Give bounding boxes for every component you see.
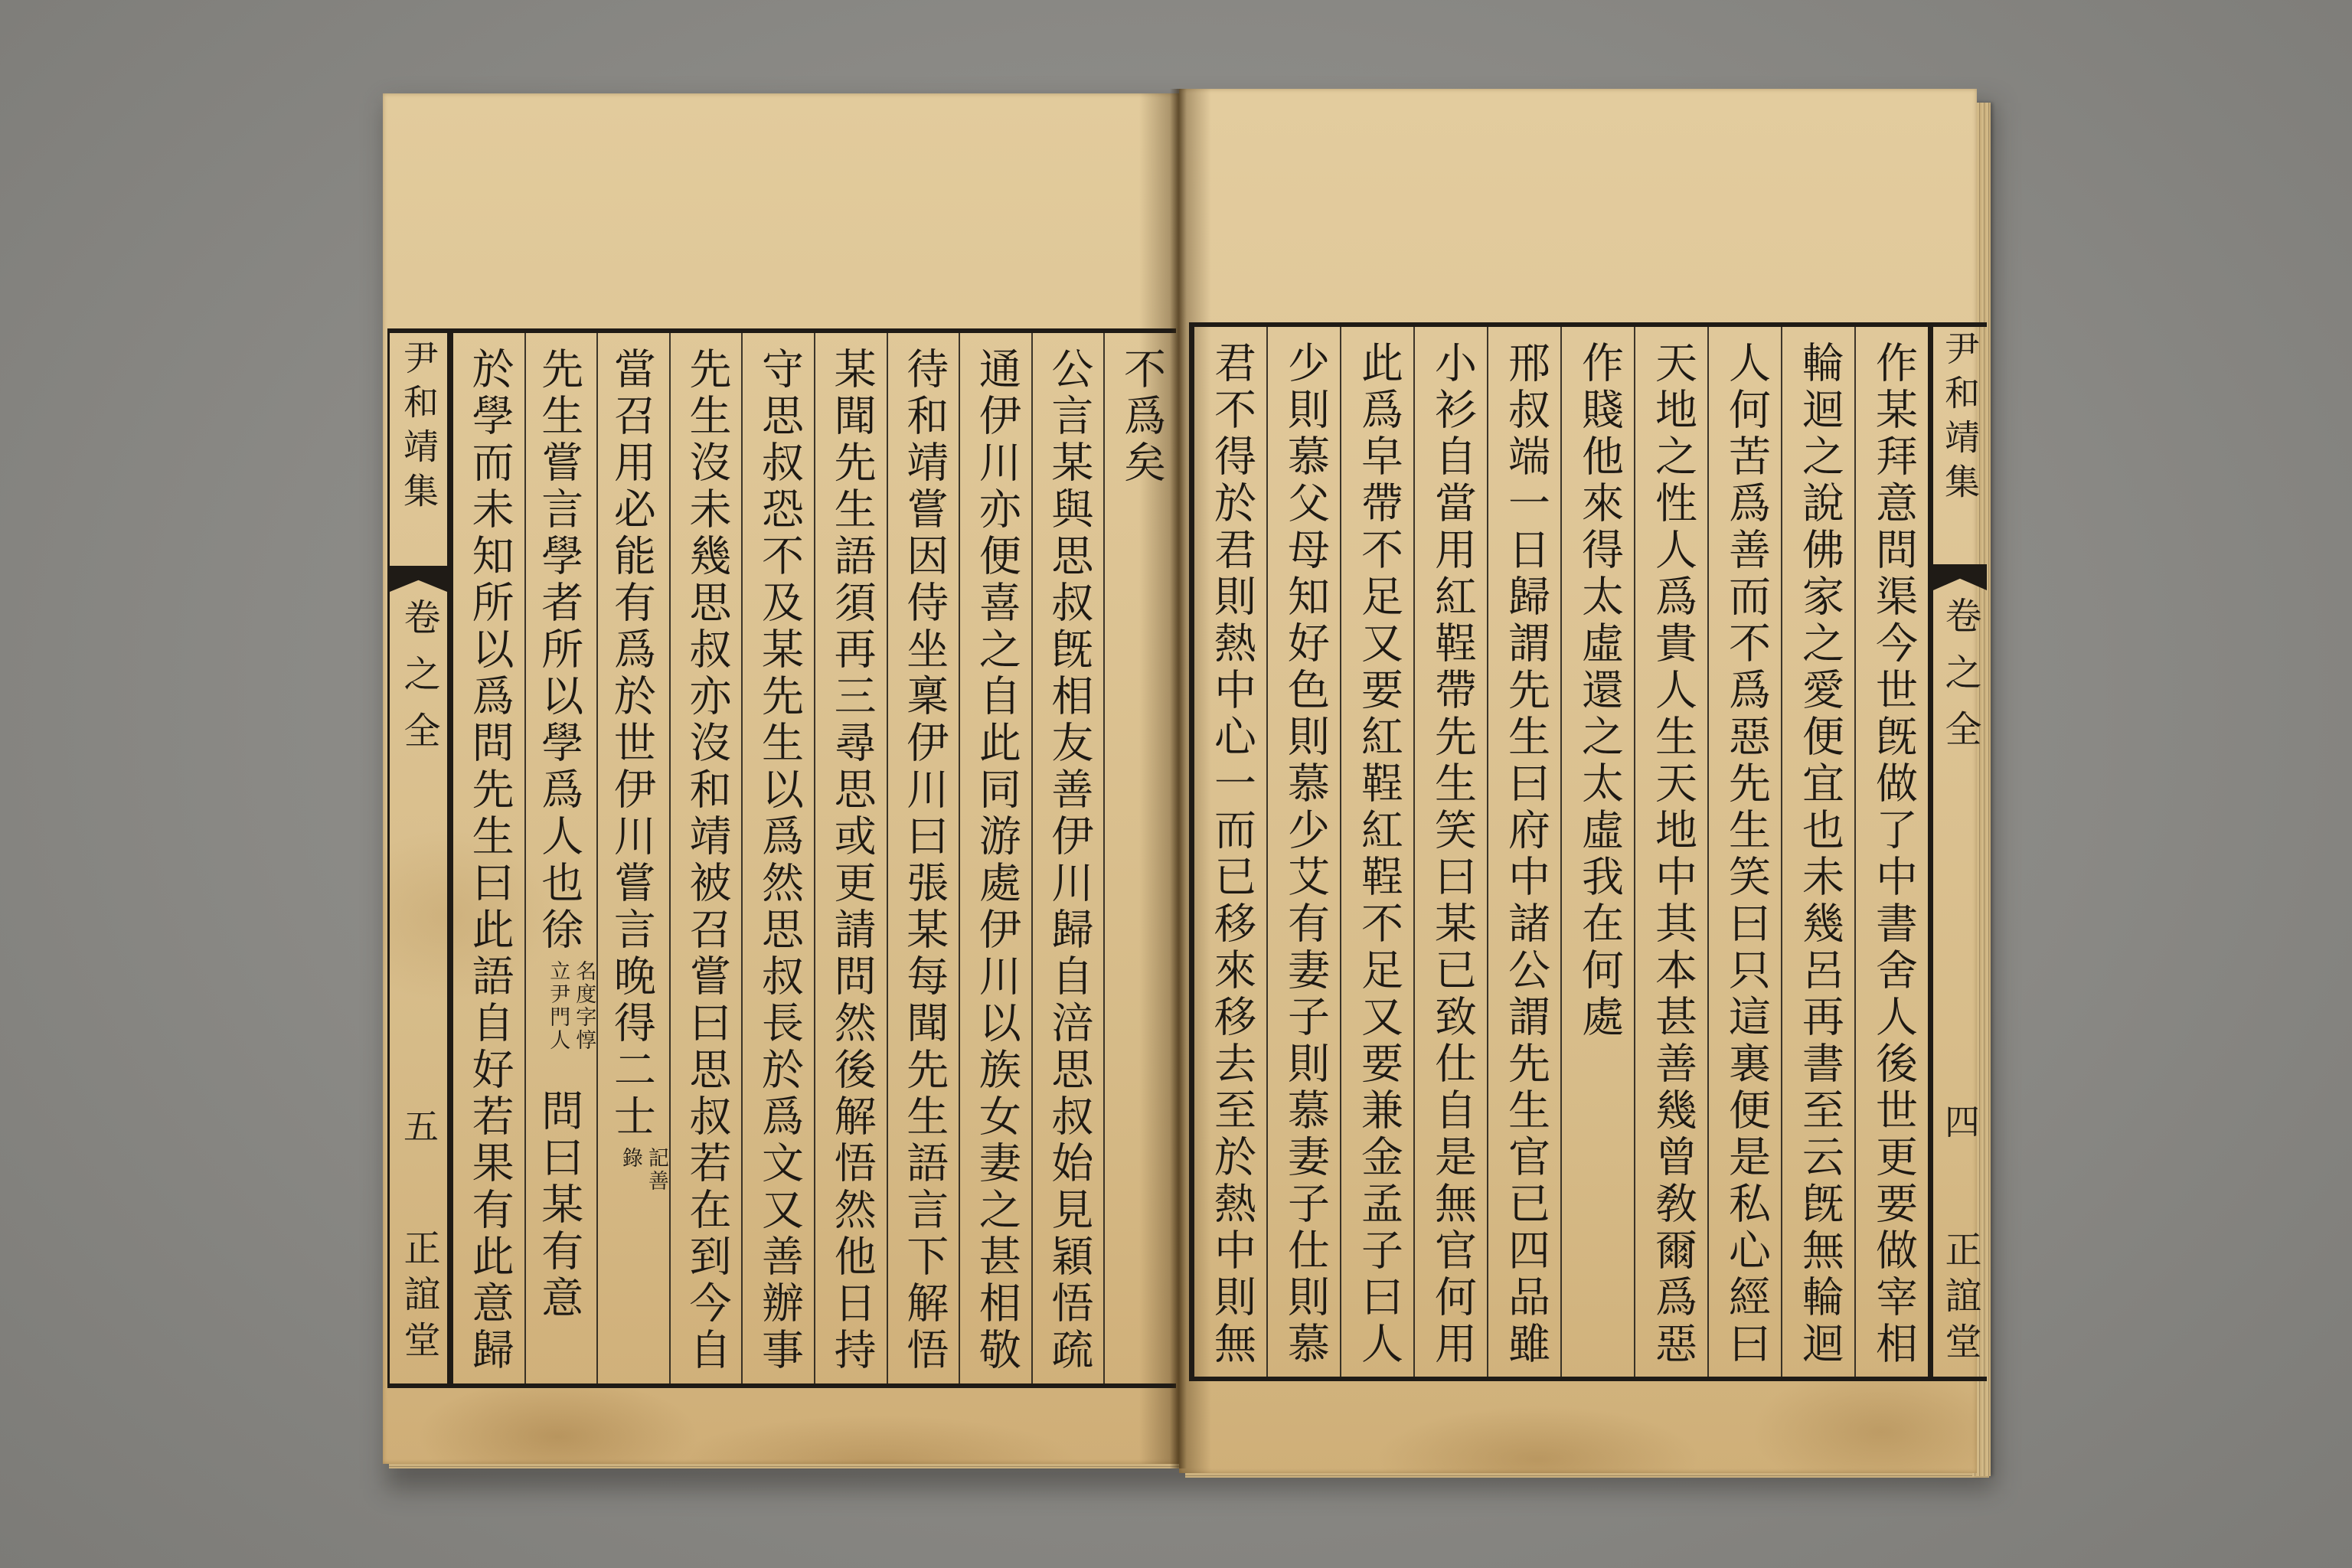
left-page [383, 93, 1179, 1464]
left-print-frame [387, 328, 1176, 1388]
volume-label: 卷之全 [397, 598, 440, 768]
text-column [1103, 333, 1176, 1383]
text-column [1781, 327, 1854, 1377]
text-column [1854, 327, 1928, 1377]
column-text: 不爲矣 [1117, 347, 1166, 487]
right-print-frame [1189, 322, 1987, 1381]
text-column [741, 333, 814, 1383]
text-column [1634, 327, 1707, 1377]
text-column [1560, 327, 1634, 1377]
column-text: 人何苦爲善而不爲惡先生笑曰只這裏便是私心經曰 [1722, 341, 1771, 1368]
column-text: 君不得於君則熱中心一而已移來移去至於熱中則無 [1207, 341, 1256, 1368]
column-text: 守思叔恐不及某先生以爲然思叔長於爲文又善辦事 [755, 347, 805, 1374]
volume-label: 卷之全 [1939, 596, 1981, 766]
text-column [1266, 327, 1340, 1377]
column-text: 作某拜意問渠今世旣做了中書舍人後世更要做宰相 [1869, 341, 1918, 1368]
text-column [453, 333, 524, 1383]
column-text: 此爲皁帶不足又要紅鞓紅鞓不足又要兼金孟子曰人 [1354, 341, 1403, 1368]
text-column [887, 333, 959, 1383]
column-text: 作賤他來得太虛還之太虛我在何處 [1575, 341, 1624, 1041]
column-text: 天地之性人爲貴人生天地中其本甚善幾曾敎爾爲惡 [1648, 341, 1697, 1368]
text-column [1413, 327, 1487, 1377]
text-column [1194, 327, 1266, 1377]
column-text: 輪迴之說佛家之愛便宜也未幾呂再書至云旣無輪迴 [1795, 341, 1844, 1368]
right-fold-margin [1928, 327, 1987, 1377]
text-column [1340, 327, 1413, 1377]
column-text: 當召用必能有爲於世伊川嘗言晚得二士 [606, 347, 656, 1141]
text-column [1487, 327, 1560, 1377]
leaf-number: 四 [1939, 1103, 1981, 1138]
interlinear-note: 名度字惇立尹門人 [546, 960, 596, 1052]
text-column [1031, 333, 1104, 1383]
publisher-imprint: 正誼堂 [1939, 1230, 1981, 1368]
column-text: 少則慕父母知好色則慕少艾有妻子則慕妻子仕則慕 [1281, 341, 1330, 1368]
text-column [596, 333, 669, 1383]
interlinear-note: 記善錄 [618, 1147, 668, 1193]
left-fold-margin [387, 333, 453, 1383]
text-column [524, 333, 597, 1383]
column-text: 公言某與思叔旣相友善伊川歸自涪思叔始見穎悟疏 [1044, 347, 1094, 1374]
book-title: 尹和靖集 [1939, 330, 1981, 508]
column-text: 待和靖嘗因侍坐稟伊川曰張某每聞先生語言下解悟 [900, 347, 949, 1374]
column-text-continued: 問曰某有意 [534, 1089, 584, 1322]
column-text: 某聞先生語須再三尋思或更請問然後解悟然他日持 [827, 347, 877, 1374]
column-text: 通伊川亦便喜之自此同游處伊川以族女妻之甚相敬 [972, 347, 1021, 1374]
book-title: 尹和靖集 [398, 339, 439, 517]
right-page [1179, 89, 1981, 1473]
column-text: 先生嘗言學者所以學爲人也徐 [534, 347, 584, 954]
text-column [669, 333, 742, 1383]
column-text: 小衫自當用紅鞓帶先生笑曰某已致仕自是無官何用 [1428, 341, 1477, 1368]
column-text: 邢叔端一日歸謂先生曰府中諸公謂先生官已四品雖 [1501, 341, 1550, 1368]
text-column [814, 333, 887, 1383]
text-column [959, 333, 1031, 1383]
column-text: 先生沒未幾思叔亦沒和靖被召嘗曰思叔若在到今自 [682, 347, 732, 1374]
fishtail-mark [390, 566, 447, 592]
text-column [1707, 327, 1781, 1377]
column-text: 於學而未知所以爲問先生曰此語自好若果有此意歸 [465, 347, 514, 1374]
publisher-imprint: 正誼堂 [397, 1229, 440, 1367]
leaf-number: 五 [398, 1108, 439, 1143]
right-text-columns [1194, 327, 1928, 1377]
book-gutter [1170, 89, 1187, 1468]
left-text-columns [453, 333, 1176, 1383]
fishtail-mark [1933, 564, 1987, 590]
